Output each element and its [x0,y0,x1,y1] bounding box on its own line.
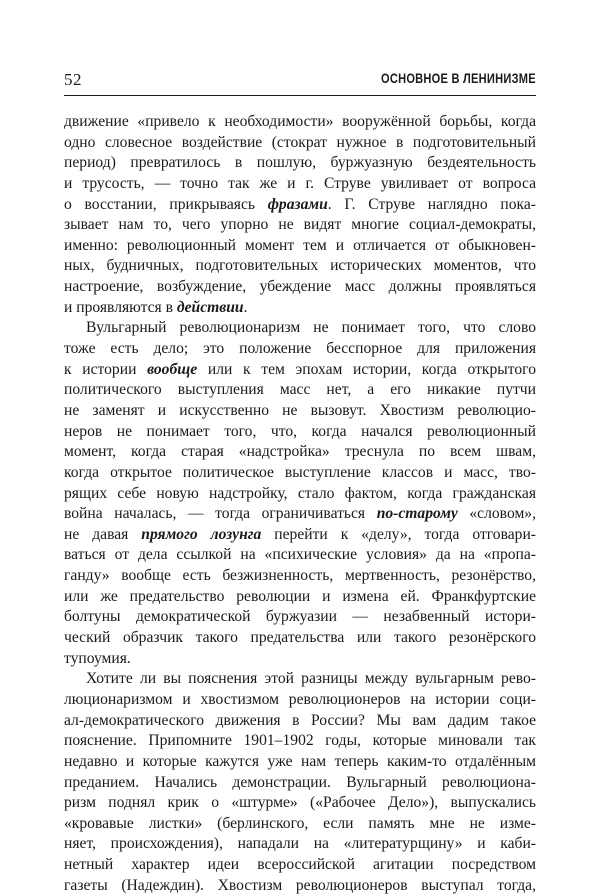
text-line: неров не понимает того, что, когда начался революционный [64,422,536,440]
text-line: Хотите ли вы пояснения этой разницы между вульгарным рево- [86,670,536,688]
text-line: движение «привело к необходимости» вооружённой борьбы, когда [64,113,536,130]
text-line: ных, будничных, подготовительных исторических моментов, что [64,257,536,275]
text-line: люционаризмом и хвостизмом революционеров на истории соци- [64,690,536,708]
text-line: и проявляются в действии. [64,298,248,316]
text-line: ризм поднял крик о «штурме» («Рабочее Дело»), выпускались [64,794,536,812]
text-line: ганду» вообще есть безжизненность, мертвенность, резонёрство, [64,567,536,585]
text-line: война началась, — тогда ограничиваться по-старому «словом», [64,505,537,523]
text-line: именно: революционный момент тем и отличается от обыкновен- [64,236,536,254]
text-line: не давая прямого лозунга перейти к «делу», тогда отговари- [64,525,536,543]
running-title: ОСНОВНОЕ В ЛЕНИНИЗМЕ [381,71,536,86]
text-line: пояснение. Припомните 1901–1902 годы, которые миновали так [64,732,536,750]
emphasis: действии [176,298,244,316]
text-line: настроение, возбуждение, убеждение масс должны проявляться [64,278,536,296]
text-line: тоже есть дело; это положение бесспорное для приложения [64,340,536,358]
text-line: не заменят и искусственно не вызовут. Хвостизм революцио- [64,401,536,419]
text-line: Вульгарный революционаризм не понимает того, что слово [86,319,536,337]
text-line: преданием. Начались демонстрации. Вульгарный революциона- [64,773,536,791]
text-line: рящих себе новую надстройку, стало фактом, когда гражданская [64,484,536,502]
text-line: ал-демократического движения в России? Мы вам дадим такое [64,711,536,729]
text-line: ческий образчик такого предательства или такого резонёрского [64,629,536,647]
text-line: момент, когда старая «надстройка» треснула по всем швам, [64,443,536,461]
text-line: политического выступления масс нет, а его никакие путчи [64,381,536,399]
text-line: зывает нам то, чего упорно не видят многие социал-демократы, [64,216,536,234]
text-line: о восстании, прикрываясь фразами. Г. Струве наглядно пока- [64,195,536,213]
text-line: нетный характер идеи всероссийской агитации посредством [64,856,536,874]
text-line: когда открытое политическое выступление классов и масс, тво- [64,463,536,481]
emphasis: фразами [267,195,328,213]
text-line: няет, происхождения), нападали на «литературщину» и каби- [64,835,536,853]
page-number: 52 [64,70,82,89]
header-rule [64,95,536,96]
page-header [64,70,536,96]
text-line: ваться от дела ссылкой на «психические условия» да на «пропа- [64,546,536,564]
text-line: период) превратилось в пошлую, буржуазную бездеятельность [64,154,536,172]
emphasis: по-старому [376,505,458,523]
text-line: газеты (Надеждин). Хвостизм революционеров выступал тогда, [64,876,536,894]
text-line: одно словесное воздействие (стократ нужное в подготовительный [64,133,536,151]
text-line: к истории вообще или к тем эпохам истории, когда открытого [64,360,536,378]
text-line: или же предательство революции и измена ей. Франкфуртские [64,587,536,605]
text-line: и трусость, — точно так же и г. Струве увиливает от вопроса [64,174,536,192]
body-text [64,112,536,896]
text-line: болтуны демократической буржуазии — незабвенный истори- [64,608,536,626]
emphasis: прямого лозунга [141,525,262,543]
text-line: тупоумия. [64,649,131,667]
emphasis: вообще [147,360,198,378]
text-line: недавно и которые кажутся уже нам теперь каким-то отдалённым [64,752,536,770]
text-line: «кровавые листки» (берлинского, если память мне не изме- [64,814,536,832]
